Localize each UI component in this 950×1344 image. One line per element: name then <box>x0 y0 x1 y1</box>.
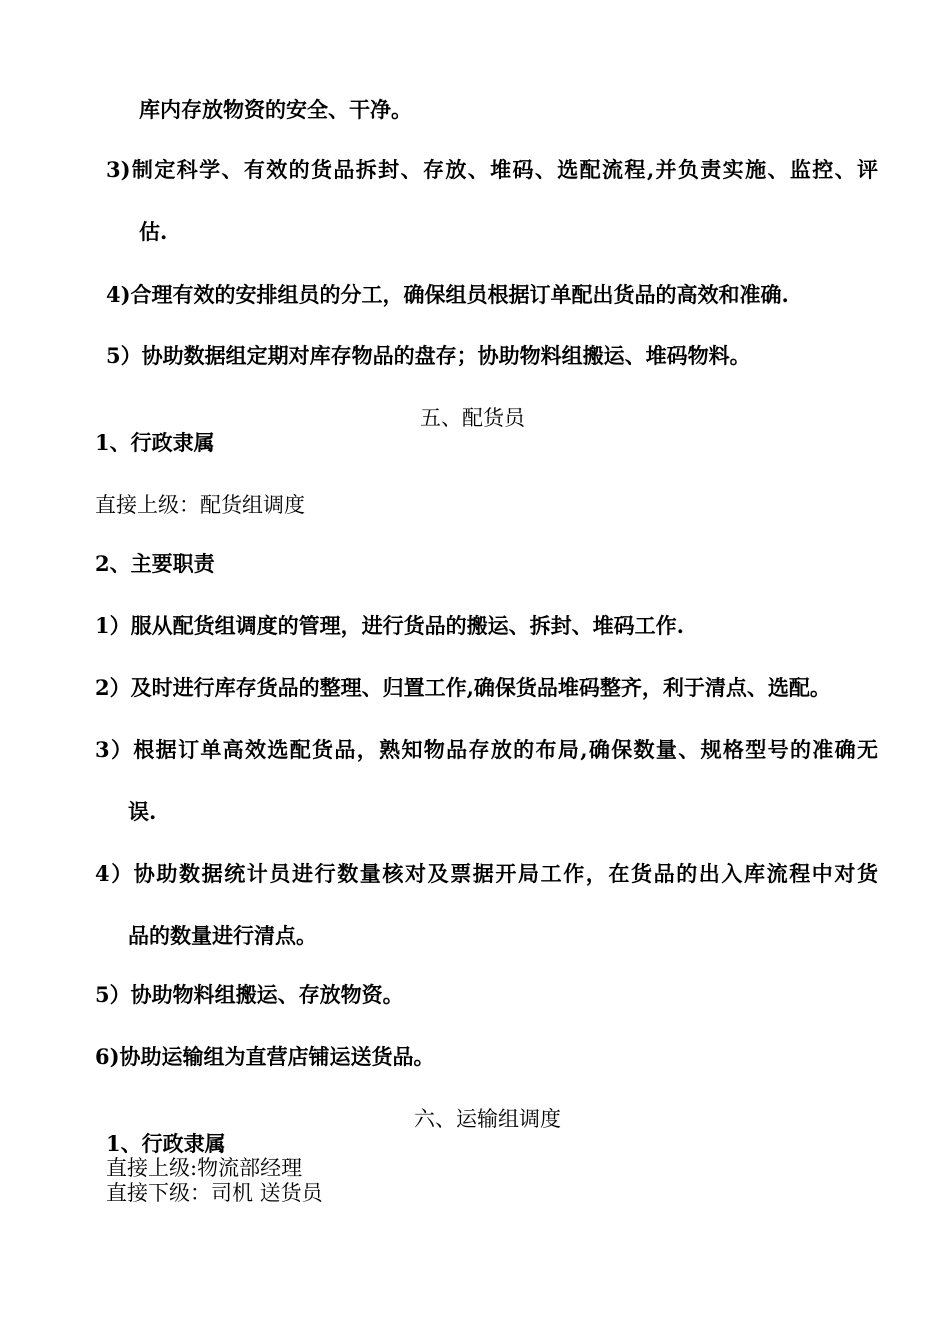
section6-affiliation-title: 1、行政隶属 <box>106 1131 226 1156</box>
section4-item3-line2: 估. <box>139 219 168 244</box>
section5-affiliation-title: 1、行政隶属 <box>95 430 215 455</box>
section5-duty1: 1）服从配货组调度的管理，进行货品的搬运、拆封、堆码工作. <box>95 613 684 638</box>
section4-item3-line1: 3)制定科学、有效的货品拆封、存放、堆码、选配流程,并负责实施、监控、评 <box>106 157 878 182</box>
section5-duty5: 5）协助物料组搬运、存放物资。 <box>95 982 404 1007</box>
section6-direct-subordinates: 直接下级：司机 送货员 <box>106 1181 323 1205</box>
section5-duty6: 6)协助运输组为直营店铺运送货品。 <box>95 1044 435 1069</box>
section5-duty3-line2: 误. <box>128 799 157 824</box>
section4-item4: 4)合理有效的安排组员的分工，确保组员根据订单配出货品的高效和准确. <box>106 282 789 307</box>
section4-continuation-line: 库内存放物资的安全、干净。 <box>139 97 412 122</box>
section5-duty4-line2: 品的数量进行清点。 <box>128 923 317 948</box>
section5-duty4-line1: 4）协助数据统计员进行数量核对及票据开局工作，在货品的出入库流程中对货 <box>95 861 878 886</box>
section6-heading: 六、运输组调度 <box>414 1107 561 1131</box>
section6-direct-superior: 直接上级:物流部经理 <box>106 1156 303 1180</box>
section5-duties-title: 2、主要职责 <box>95 551 215 576</box>
section5-heading: 五、配货员 <box>420 406 525 430</box>
section5-duty2: 2）及时进行库存货品的整理、归置工作,确保货品堆码整齐，利于清点、选配。 <box>95 675 831 700</box>
section4-item5: 5）协助数据组定期对库存物品的盘存；协助物料组搬运、堆码物料。 <box>106 343 751 368</box>
section5-direct-superior: 直接上级：配货组调度 <box>95 493 305 517</box>
section5-duty3-line1: 3）根据订单高效选配货品，熟知物品存放的布局,确保数量、规格型号的准确无 <box>95 737 878 762</box>
